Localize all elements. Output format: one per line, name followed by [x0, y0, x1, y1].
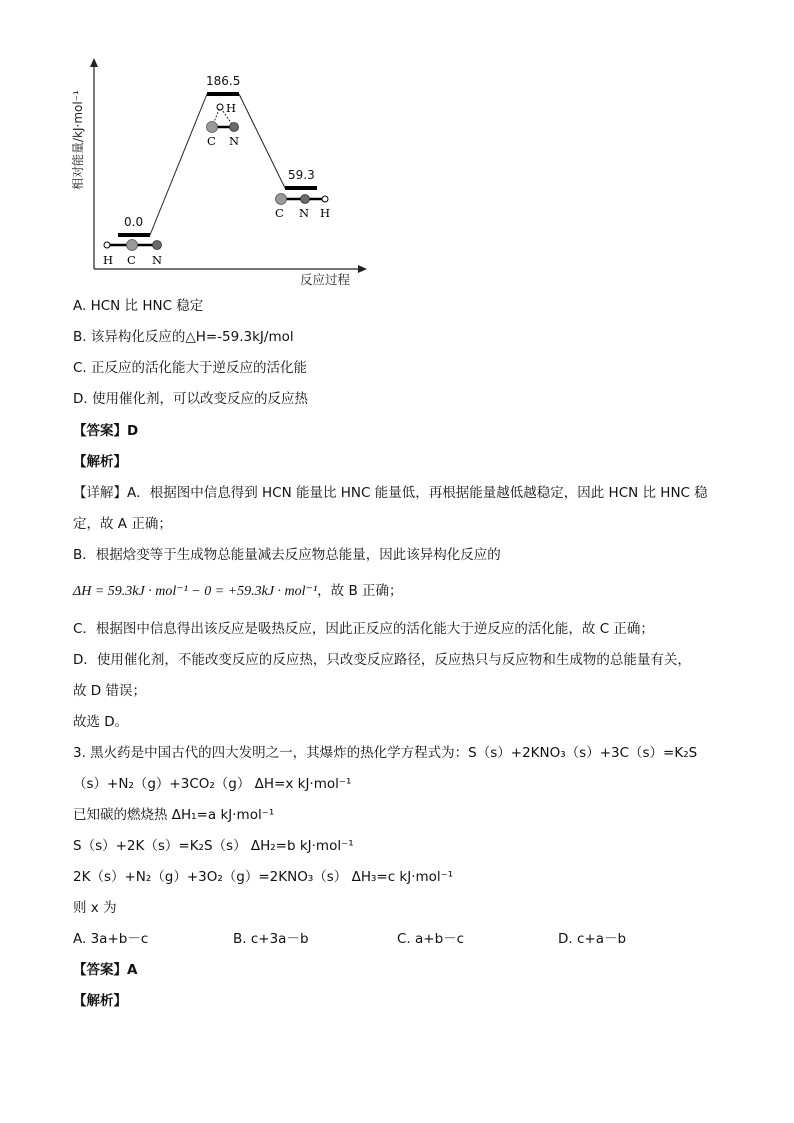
option-c: C. 正反应的活化能大于逆反应的活化能	[73, 360, 308, 376]
detail-line-4-tail: ，故 B 正确；	[317, 583, 403, 599]
atom-h	[322, 196, 328, 202]
q3-line-3: 已知碳的燃烧热 ΔH₁=a kJ·mol⁻¹	[73, 807, 275, 823]
atom-label-n: N	[152, 253, 163, 267]
q3-line-6: 则 x 为	[73, 900, 117, 916]
detail-line-7: 故 D 错误；	[73, 683, 146, 699]
level-value-hnc: 59.3	[288, 168, 315, 182]
hnc-molecule	[275, 194, 330, 221]
atom-h	[104, 242, 110, 248]
atom-label-c: C	[207, 134, 216, 148]
q3-option-d: D. c+a－b	[558, 931, 627, 947]
atom-n	[153, 241, 162, 250]
x-axis-arrow	[358, 265, 367, 273]
q3-line-4: S（s）+2K（s）=K₂S（s） ΔH₂=b kJ·mol⁻¹	[73, 838, 354, 854]
q3-line-5: 2K（s）+N₂（g）+3O₂（g）=2KNO₃（s） ΔH₃=c kJ·mol⁻¹	[73, 869, 454, 885]
delta-h-formula: ΔH = 59.3kJ · mol⁻¹ − 0 = +59.3kJ · mol⁻¹	[73, 584, 318, 599]
analysis-label: 【解析】	[73, 454, 127, 470]
atom-label-c: C	[127, 253, 136, 267]
detail-line-6: D．使用催化剂，不能改变反应的反应热，只改变反应路径，反应热只与反应物和生成物的总能量有关，	[73, 652, 691, 668]
atom-c	[207, 122, 218, 133]
detail-line-8: 故选 D。	[73, 714, 129, 730]
atom-label-n: N	[229, 134, 240, 148]
hcn-molecule	[103, 240, 162, 268]
detail-line-2: 定，故 A 正确；	[73, 516, 172, 532]
option-b: B. 该异构化反应的△H=-59.3kJ/mol	[73, 329, 294, 345]
q3-line-2: （s）+N₂（g）+3CO₂（g） ΔH=x kJ·mol⁻¹	[73, 776, 352, 792]
atom-n	[230, 123, 239, 132]
analysis-label-q3: 【解析】	[73, 993, 127, 1009]
q3-option-a: A. 3a+b－c	[73, 931, 149, 947]
option-d: D. 使用催化剂，可以改变反应的反应热	[73, 391, 308, 407]
detail-line-4	[73, 581, 403, 602]
atom-c	[276, 194, 287, 205]
q3-option-b: B. c+3a－b	[233, 931, 309, 947]
atom-label-n: N	[299, 206, 310, 220]
option-a: A. HCN 比 HNC 稳定	[73, 298, 204, 314]
atom-c	[127, 240, 138, 251]
transition-state-molecule	[207, 101, 240, 148]
path-up	[150, 94, 207, 235]
atom-label-h: H	[103, 253, 114, 267]
detail-line-3: B．根据焓变等于生成物总能量减去反应物总能量，因此该异构化反应的	[73, 547, 501, 563]
energy-diagram	[60, 55, 380, 295]
q3-line-1: 3. 黑火药是中国古代的四大发明之一，其爆炸的热化学方程式为：S（s）+2KNO₃（s）+3C（s）=K₂S	[73, 745, 698, 761]
x-axis-label: 反应过程	[300, 272, 351, 287]
detail-line-5: C．根据图中信息得出该反应是吸热反应，因此正反应的活化能大于逆反应的活化能，故 C 正确；	[73, 621, 654, 637]
path-down	[239, 94, 285, 188]
atom-h	[217, 104, 223, 110]
atom-n	[301, 195, 310, 204]
answer-label-q3: 【答案】A	[73, 962, 138, 978]
detail-line-1: 【详解】A．根据图中信息得到 HCN 能量比 HNC 能量低，再根据能量越低越稳定，因此 HCN 比 HNC 稳	[73, 485, 708, 501]
y-axis-label: 相对能量/kJ·mol⁻¹	[71, 90, 85, 190]
atom-label-h: H	[320, 206, 331, 220]
level-value-hcn: 0.0	[124, 215, 144, 229]
atom-label-h: H	[226, 101, 237, 115]
atom-label-c: C	[275, 206, 284, 220]
answer-label: 【答案】D	[73, 423, 139, 439]
q3-option-c: C. a+b－c	[397, 931, 465, 947]
level-value-ts: 186.5	[206, 74, 241, 88]
y-axis-arrow	[90, 58, 98, 67]
